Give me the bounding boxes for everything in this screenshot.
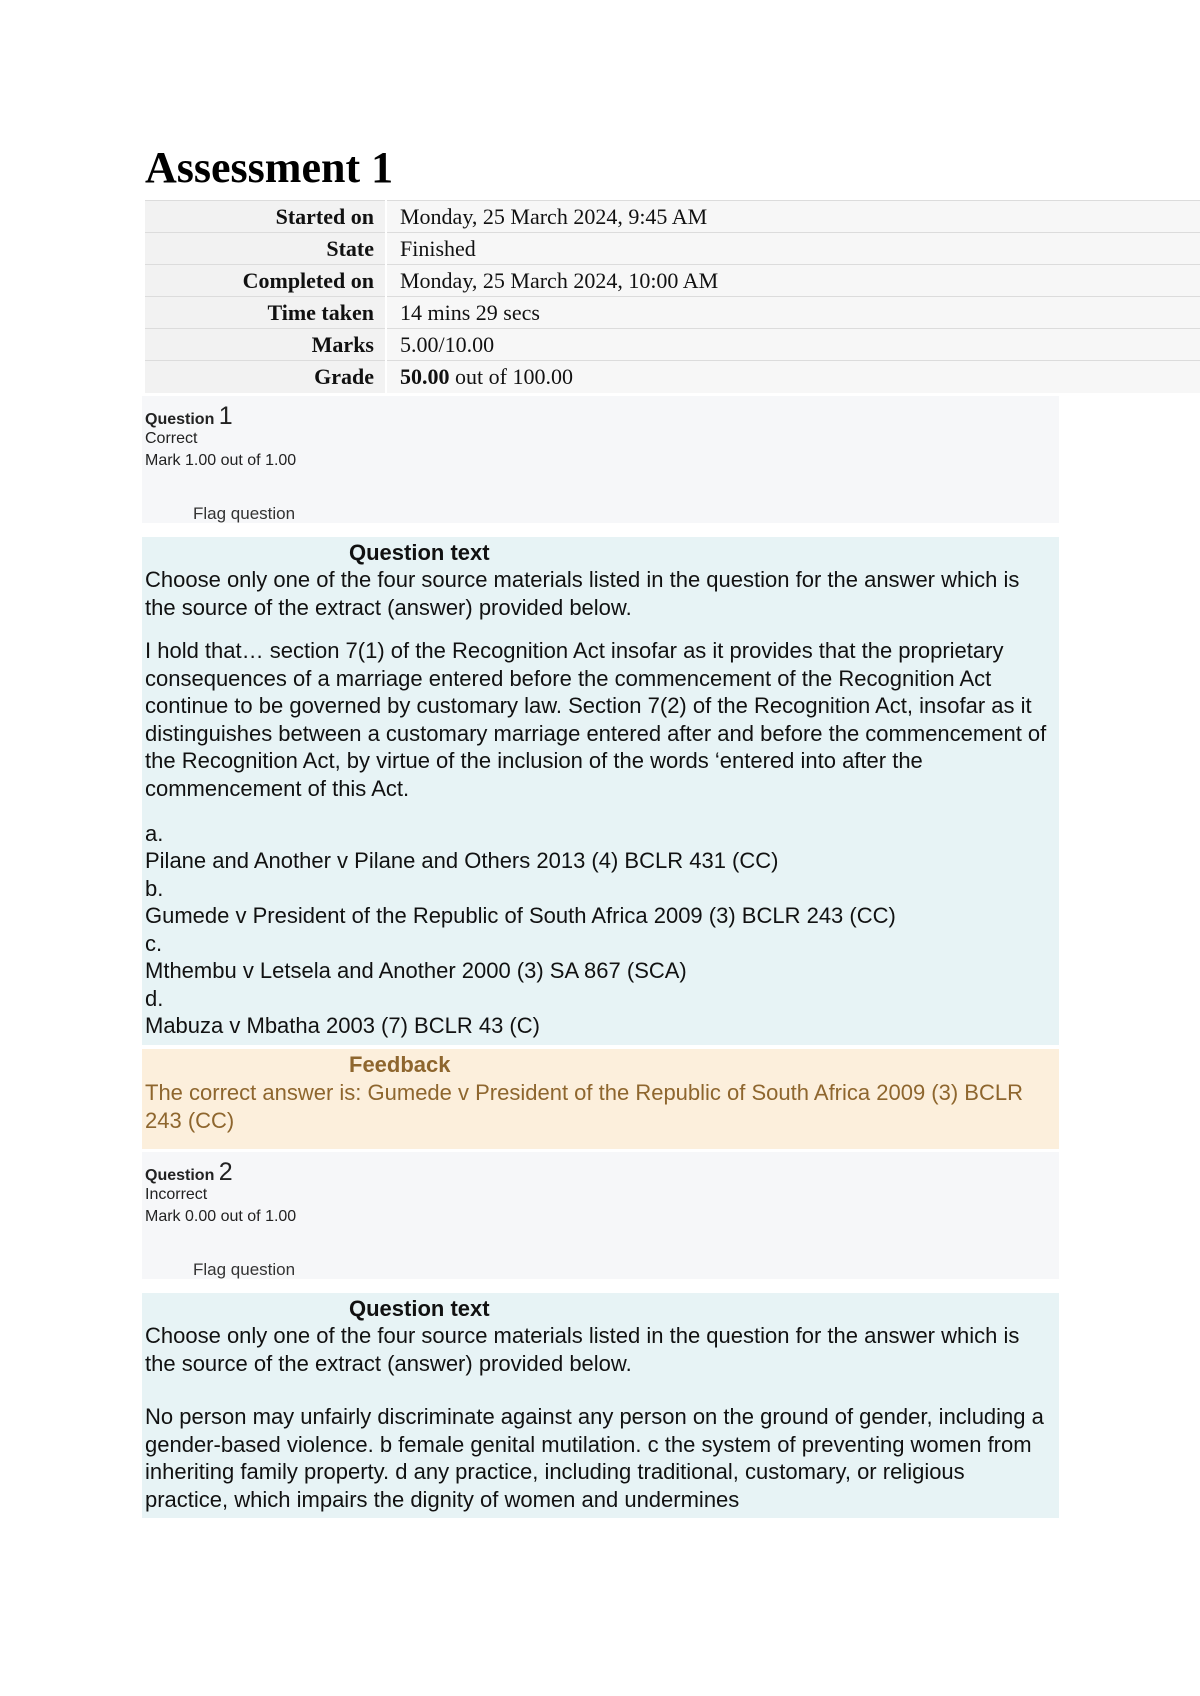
question-instruction: Choose only one of the four source materials listed in the question for the answer which is the source of the extract (answer) provided below. (145, 1323, 1020, 1376)
summary-row-marks (145, 329, 1200, 361)
question-mark: Mark 1.00 out of 1.00 (145, 452, 297, 469)
summary-row-started-on (145, 201, 1200, 233)
question-number-value: 1 (218, 402, 233, 430)
summary-label: Completed on (145, 265, 386, 297)
mark-max: 1.00 (265, 452, 297, 469)
summary-label: Time taken (145, 297, 386, 329)
summary-value: Monday, 25 March 2024, 10:00 AM (386, 265, 1200, 297)
summary-value: Finished (386, 233, 1200, 265)
question-2-info (142, 1152, 1059, 1279)
question-text-heading: Question text (349, 540, 490, 565)
question-label: Question (145, 1167, 215, 1184)
option-a-letter: a. (145, 821, 164, 846)
question-state: Incorrect (145, 1186, 208, 1203)
grade-value: 50.00 (400, 363, 450, 389)
summary-value: 14 mins 29 secs (386, 297, 1200, 329)
option-b-text[interactable]: Gumede v President of the Republic of South Africa 2009 (3) BCLR 243 (CC) (145, 903, 896, 928)
question-1-feedback-panel (142, 1049, 1059, 1149)
option-c-text[interactable]: Mthembu v Letsela and Another 2000 (3) SA 867 (SCA) (145, 958, 687, 983)
question-extract: No person may unfairly discriminate against any person on the ground of gender, including a gender-based violence. b female genital mutilation. c the system of preventing women from inheriting family property. d any practice, including traditional, customary, or religious practice, which impairs the dignity of women and undermines (145, 1404, 1044, 1512)
question-1-text-panel (142, 537, 1059, 1045)
feedback-heading: Feedback (349, 1052, 451, 1077)
summary-value: Monday, 25 March 2024, 9:45 AM (386, 201, 1200, 233)
option-b-letter: b. (145, 876, 164, 901)
summary-row-state (145, 233, 1200, 265)
summary-label: State (145, 233, 386, 265)
question-text-heading: Question text (349, 1296, 490, 1321)
question-state: Correct (145, 430, 198, 447)
summary-row-time-taken (145, 297, 1200, 329)
option-c-letter: c. (145, 931, 163, 956)
summary-label: Grade (145, 361, 386, 393)
summary-value (386, 361, 1200, 393)
question-number (145, 1158, 233, 1187)
summary-label: Marks (145, 329, 386, 361)
page-title: Assessment 1 (145, 143, 394, 192)
summary-label: Started on (145, 201, 386, 233)
option-a-text[interactable]: Pilane and Another v Pilane and Others 2013 (4) BCLR 431 (CC) (145, 848, 779, 873)
mark-value: 1.00 (185, 452, 217, 469)
question-2-text-panel (142, 1293, 1059, 1518)
question-extract: I hold that… section 7(1) of the Recognition Act insofar as it provides that the proprietary consequences of a marriage entered before the commencement of the Recognition Act continue to be governed by customary law. Section 7(2) of the Recognition Act, insofar as it distinguishes between a customary marriage entered after and before the commencement of the Recognition Act, by virtue of the inclusion of the words ‘entered into after the commencement of this Act. (145, 638, 1047, 801)
question-mark: Mark 0.00 out of 1.00 (145, 1208, 297, 1225)
grade-out-of: out of 100.00 (455, 363, 573, 389)
flag-question-link[interactable]: Flag question (193, 504, 296, 523)
question-number (145, 402, 233, 431)
option-d-text[interactable]: Mabuza v Mbatha 2003 (7) BCLR 43 (C) (145, 1013, 540, 1038)
question-label: Question (145, 411, 215, 428)
option-d-letter: d. (145, 986, 164, 1011)
summary-value: 5.00/10.00 (386, 329, 1200, 361)
attempt-summary-table (145, 200, 1200, 393)
question-number-value: 2 (218, 1158, 233, 1186)
mark-max: 1.00 (265, 1208, 297, 1225)
summary-row-completed-on (145, 265, 1200, 297)
question-1-info (142, 396, 1059, 523)
mark-value: 0.00 (185, 1208, 217, 1225)
feedback-text: The correct answer is: Gumede v President of the Republic of South Africa 2009 (3) BCLR 243 (CC) (145, 1080, 1023, 1133)
summary-row-grade (145, 361, 1200, 393)
flag-question-link[interactable]: Flag question (193, 1260, 296, 1279)
question-instruction: Choose only one of the four source materials listed in the question for the answer which is the source of the extract (answer) provided below. (145, 567, 1020, 620)
